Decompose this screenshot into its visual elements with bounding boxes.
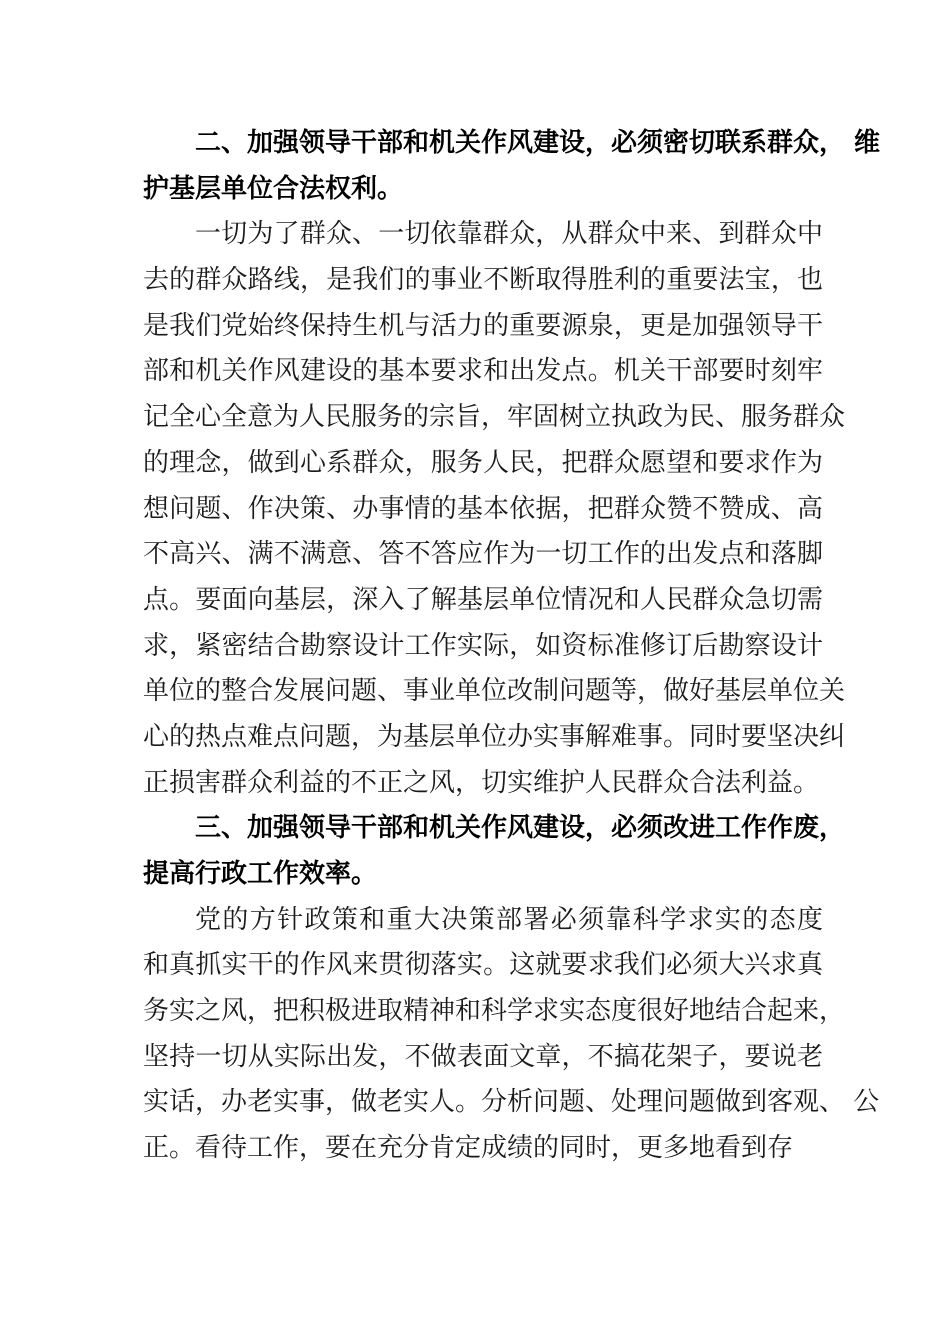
paragraph-line: 部和机关作风建设的基本要求和出发点。机关干部要时刻牢 [143,356,823,387]
document-body [143,121,881,1172]
paragraph-mass-line [143,212,846,806]
paragraph-line: 和真抓实干的作风来贯彻落实。这就要求我们必须大兴求真 [143,950,823,981]
paragraph-line: 实话，办老实事，做老实人。分析问题、处理问题做到客观、 公 [143,1087,880,1118]
heading-line: 三、加强领导干部和机关作风建设，必须改进工作作废， [195,813,846,844]
section-heading-2 [143,121,881,212]
paragraph-line: 的理念，做到心系群众，服务人民，把群众愿望和要求作为 [143,447,823,478]
paragraph-line: 党的方针政策和重大决策部署必须靠科学求实的态度 [195,904,823,935]
paragraph-line: 务实之风，把积极进取精神和科学求实态度很好地结合起来， [143,996,846,1027]
paragraph-line: 点。要面向基层，深入了解基层单位情况和人民群众急切需 [143,584,823,615]
paragraph-line: 记全心全意为人民服务的宗旨，牢固树立执政为民、服务群众 [143,402,846,433]
paragraph-line: 是我们党始终保持生机与活力的重要源泉，更是加强领导干 [143,310,823,341]
paragraph-line: 一切为了群众、一切依靠群众，从群众中来、到群众中 [195,219,823,250]
paragraph-line: 求，紧密结合勘察设计工作实际，如资标准修订后勘察设计 [143,630,823,661]
paragraph-line: 正损害群众利益的不正之风，切实维护人民群众合法利益。 [143,767,820,798]
heading-line: 二、加强领导干部和机关作风建设，必须密切联系群众， 维 [195,128,881,158]
section-heading-3 [143,806,846,897]
paragraph-line: 正。看待工作，要在充分肯定成绩的同时，更多地看到存 [143,1133,794,1164]
paragraph-line: 不高兴、满不满意、答不答应作为一切工作的出发点和落脚 [143,539,823,570]
heading-line: 提高行政工作效率。 [143,859,378,889]
paragraph-line: 去的群众路线，是我们的事业不断取得胜利的重要法宝，也 [143,265,823,296]
heading-line: 护基层单位合法权利。 [143,173,404,204]
paragraph-line: 想问题、作决策、办事情的基本依据，把群众赞不赞成、高 [143,493,823,524]
paragraph-line: 心的热点难点问题，为基层单位办实事解难事。同时要坚决纠 [143,721,846,752]
paragraph-work-style [143,898,880,1172]
paragraph-line: 单位的整合发展问题、事业单位改制问题等，做好基层单位关 [143,676,846,707]
paragraph-line: 坚持一切从实际出发，不做表面文章，不搞花架子，要说老 [143,1041,823,1072]
